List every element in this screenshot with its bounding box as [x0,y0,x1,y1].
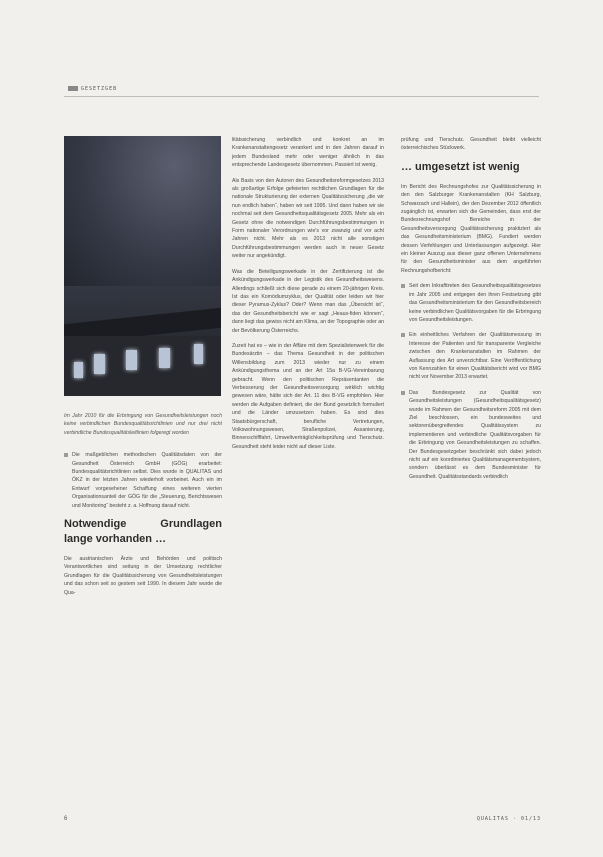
photo-window [94,354,105,374]
body-paragraph: Im Bericht des Rechnungshofes zur Qualitätssicherung in den den Salzburger Krankenanstalten (KH Salzburg, Schwarzach und Hallein), der den Dezember 2012 öffentlich zugänglich ist, erwarten sich die Gemeinden, dass erst der Bundesrechnungshof Bereiche in der Gesundheitsversorgung Qualitätssicherung praktiziert als das Gesundheitsministerium (BMG). Fundiert werden dessen Verfehlungen und Unterlassungen aufgezeigt. Hier ein kleiner Auszug aus dieser ganz offenen Unternehmens für den Gesundheitsminister aus dem angeführten Rechnungshofbericht: [401,183,541,274]
section-heading: Notwendige Grundlagen lange vorhanden … [64,518,222,546]
article-photo [64,136,221,396]
journal-issue: QUALITAS · 01/13 [476,816,541,822]
section-tag [68,86,117,92]
body-paragraph: Die austrianischen Ärzte und Behörden und politisch Verantwortlichen sind seitung in der Umsetzung rechtlicher Grundlagen für die Qualitätssicherung von Gesundheitsleistungen und das schon seit so gestern seit 1990. In diesem Jahr wurde die Qua- [64,556,222,596]
body-paragraph: Als Basis von den Autoren des Gesundheitsreformgesetzes 2013 als großartige Erfolge gefeierten rechtlichen Grundlagen für die nationale Strukturierung der externen Qualitätssicherung „die wir nun endlich haben“, haben wir seit 1995. Und dann haben wir sie nochmal seit dem Gesundheitsqualitätsgesetz 2005. Mehr als ein Gesetz ohne die notwendigen Durchführungsbestimmungen in Form nationaler Verordnungen wie's vor zwanzig und vor acht Jahren nicht. Mehr als es 2013 nicht alle sonstigen Durchführungsbestimmungen werden auch in neuer Gesetz weiter nur angekündigt. [232,177,384,260]
bullet-item: Ein einheitliches Verfahren der Qualitätsmessung im Interesse der Patienten und für transparente Vergleiche zwischen den Krankenanstalten im Rahmen der Auflassung des Art unverzichtbar. Eine Veröffentlichung von Kennzahlen für einen Qualitätsbericht wird vor BMG nicht vor November 2013 erwartet. [401,331,541,381]
bullet-paragraph: Die maßgeblichen methodischen Qualitätsdaten von der Gesundheit Österreich GmbH (GÖG) erarbeitet: Bundesqualitätsrichtlinien selbst. Dies wurde in QUALITAS und ÖKZ in der letzten Jahren wiederholt vorbeinet. Auch ein im Entwurf vorgesehener Schaffung eines weiteren vierten Organisationsanteil der GÖG für die „Steuerung, Berichtswesen und Monitoring“ besteht z. a. Hoffnung darauf nicht. [64,451,222,510]
photo-window [74,362,83,378]
body-paragraph: Zuzeit hat es – wie in der Affäre mit dem Spezialistenwerk für die Bundesärztin – das Thema Gesundheit in der politischen Willensbildung zum 2013 wieder nur zu einem Ankündigungsthema und an der Art 15a B-VG-Vereinbarung gebracht. Wenn den politischen Repräsentanten die Verbesserung der Gesundheitsversorgung wirklich wichtig gewesen wäre, hätte sich der Art. 11 des B-VG empfohlen. Hier werden die Aufgaben definiert, die der Bund gesetzlich formuliert und die Länder umzusetzen haben. Es sind dies Staatsbürgerschaft, berufliche Vertretungen, Volkswohnungswesen, Straßenpolizei, Assanierung, Binnenschifffahrt, Umweltverträglichkeitsprüfung und Tierschutz. Gesundheit steht leider nicht auf dieser Liste. [232,342,384,450]
photo-window [194,344,203,364]
body-paragraph: litätssicherung verbindlich und konkret an im Krankenanstaltengesetz verankert und in den Jahren darauf in jedem Bundesland mehr oder weniger ähnlich in das entsprechende Landesgesetz übernommen. Passiert ist wenig. [232,137,384,169]
column-left [64,412,222,604]
bullet-item: Seit dem Inkrafttreten des Gesundheitsqualitätsgesetzes im Jahr 2005 und entgegen den ihren Festsetzung gibt das Gesundheitsministerium für den Gesundheitsbereich keine verbindlichen Qualitätsvorgaben für die Erbringung von Gesundheitsleistungen. [401,282,541,324]
bullet-item: Das Bundesgesetz zur Qualität von Gesundheitsleistungen (Gesundheitsqualitätsgesetz) wurde im Rahmen der Gesundheitsreform 2005 mit dem Ziel beschlossen, ein bundesweites und sektorenübergreifendes Qualitätssystem zu implementieren und verbindliche Qualitätsvorgaben für die Erbringung von Gesundheitsleistungen zu schaffen. Der Bundesgesetzgeber beschränkt sich dabei jedoch nicht auf ein koordiniertes Qualitätsmanagementsystem, sondern überlässt es dem Bundesminister für Gesundheit. Qualitätsstandards verbindlich [401,389,541,481]
photo-window [159,348,170,368]
section-tag-label: GESETZGEB [81,86,118,92]
body-paragraph: Was die Beteiligungswerkade in der Zertifizierung ist die Ankündigungswerkade in der Legistik des Gesundheitswesens. Allerdings schließt sich diese gerade zu einem 20-jährigen Kreis. Ist das ein Komödiumzyklus, der Qualität oder leiden wir hier dieser Pyramus-Zyklus? Oder? Wenn man das „Übersicht ist“, das der Gesundheitsbericht wie er sagt „Heaus-fiden können“, dann liegt das gewiss nicht am Klima, an der Topographie oder an der Bevölkerung Österreichs. [232,268,384,334]
photo-sky [64,136,221,286]
column-middle [232,136,384,458]
body-paragraph: prüfung und Tierschutz. Gesundheit bleibt vielleicht österreichisches Stückwerk. [401,137,541,152]
photo-caption: Im Jahr 2010 für die Erbringung von Gesundheitsleistungen noch keine verbindlichen Bundesqualitätsrichtlinien und nur drei nicht verbindliche Bundesqualitätsleitlinien folgeregt worden [64,413,222,436]
photo-window [126,350,137,370]
header-divider [64,96,539,97]
column-right [401,136,541,488]
section-mark-icon [68,86,78,91]
page-number: 6 [64,816,68,822]
section-heading: … umgesetzt ist wenig [401,160,520,173]
